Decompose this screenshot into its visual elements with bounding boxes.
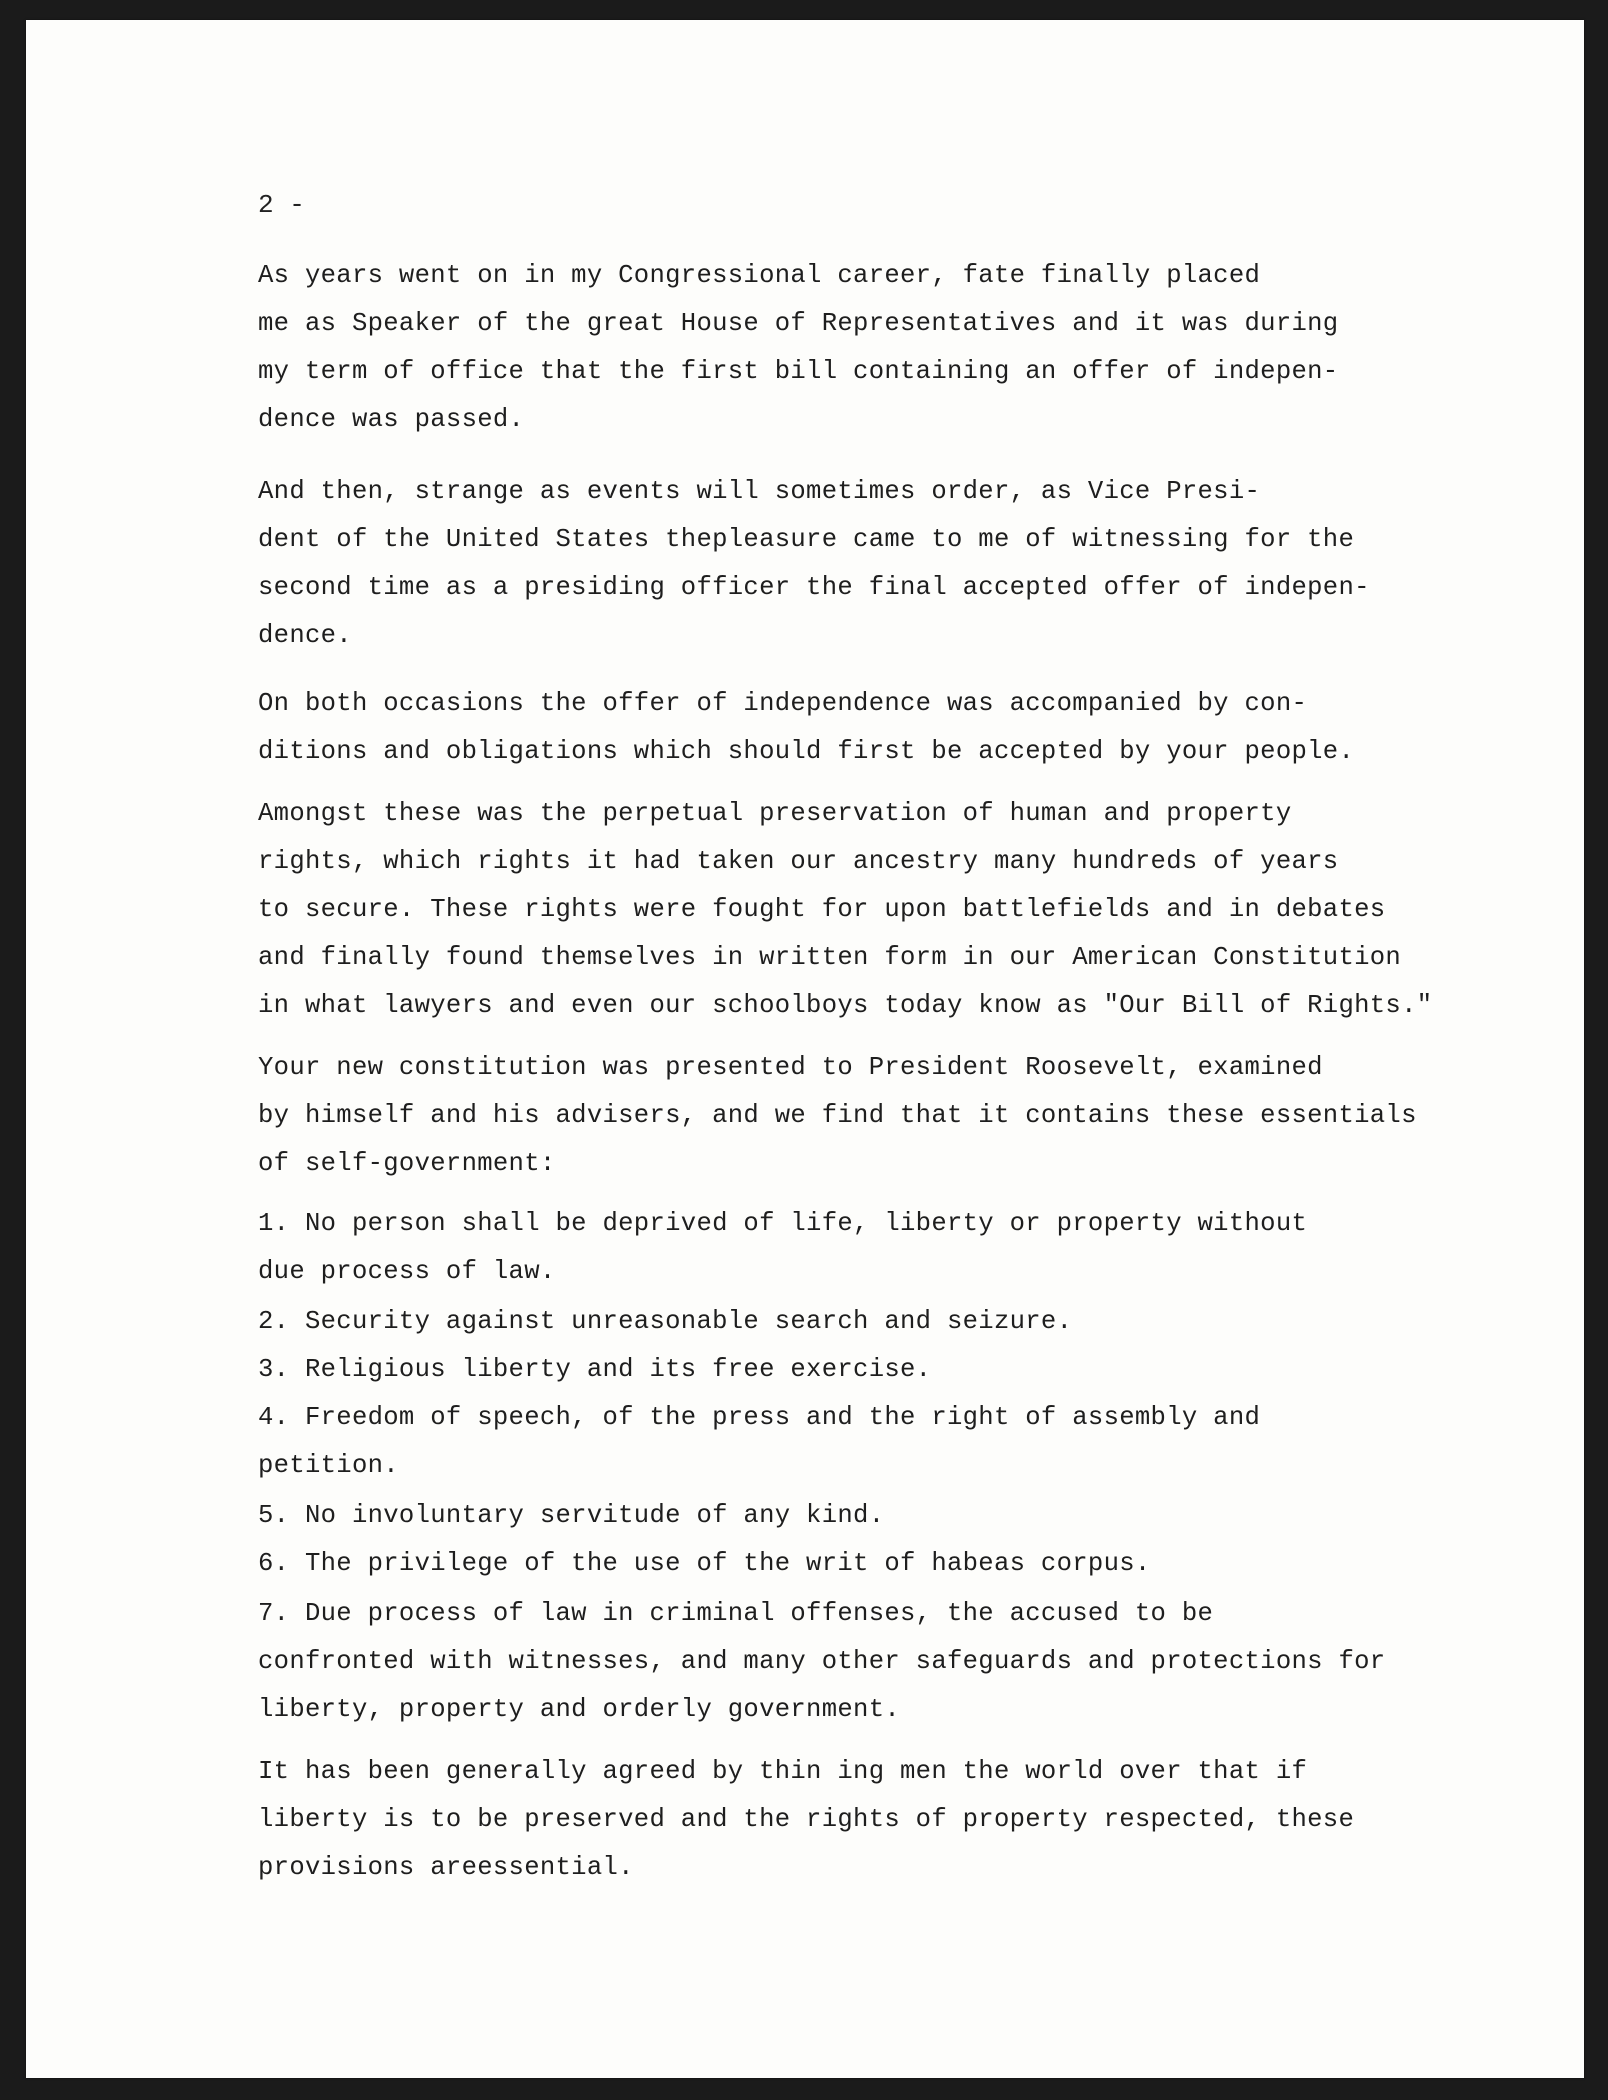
typewritten-page bbox=[26, 20, 1584, 2078]
list-item-4: 4. Freedom of speech, of the press and the right of assembly and petition. bbox=[258, 1403, 1261, 1480]
list-item-1: 1. No person shall be deprived of life, liberty or property without due process of law. bbox=[258, 1209, 1308, 1286]
paragraph-conditions: On both occasions the offer of independence was accompanied by con- ditions and obligations which should first be accepted by your people. bbox=[258, 689, 1355, 766]
paragraph-closing: It has been generally agreed by thin ing men the world over that if liberty is to be preserved and the rights of property respected, these provisions areessential. bbox=[258, 1757, 1355, 1882]
list-item-3: 3. Religious liberty and its free exercise. bbox=[258, 1355, 932, 1384]
paragraph-congressional-career: As years went on in my Congressional career, fate finally placed me as Speaker of the great House of Representatives and it was during my term of office that the first bill containing an offer of indepen- dence was passed. bbox=[258, 261, 1339, 434]
page-number: 2 - bbox=[258, 190, 305, 220]
list-item-2: 2. Security against unreasonable search and seizure. bbox=[258, 1307, 1073, 1336]
paragraph-human-rights: Amongst these was the perpetual preservation of human and property rights, which rights it had taken our ancestry many hundreds of years to secure. These rights were fought for upon battlefields and in debates and finally found themselves in written form in our American Constitution in what lawyers and even our schoolboys today know as "Our Bill of Rights." bbox=[258, 799, 1433, 1020]
list-item-7: 7. Due process of law in criminal offenses, the accused to be confronted with witnesses, and many other safeguards and protections for liberty, property and orderly government. bbox=[258, 1599, 1386, 1724]
paragraph-new-constitution: Your new constitution was presented to President Roosevelt, examined by himself and his advisers, and we find that it contains these essentials of self-government: bbox=[258, 1053, 1417, 1178]
paragraph-vice-president: And then, strange as events will sometimes order, as Vice Presi- dent of the United States thepleasure came to me of witnessing for the second time as a presiding officer the final accepted offer of indepen- dence. bbox=[258, 477, 1370, 650]
list-item-5: 5. No involuntary servitude of any kind. bbox=[258, 1501, 885, 1530]
list-item-6: 6. The privilege of the use of the writ of habeas corpus. bbox=[258, 1549, 1151, 1578]
